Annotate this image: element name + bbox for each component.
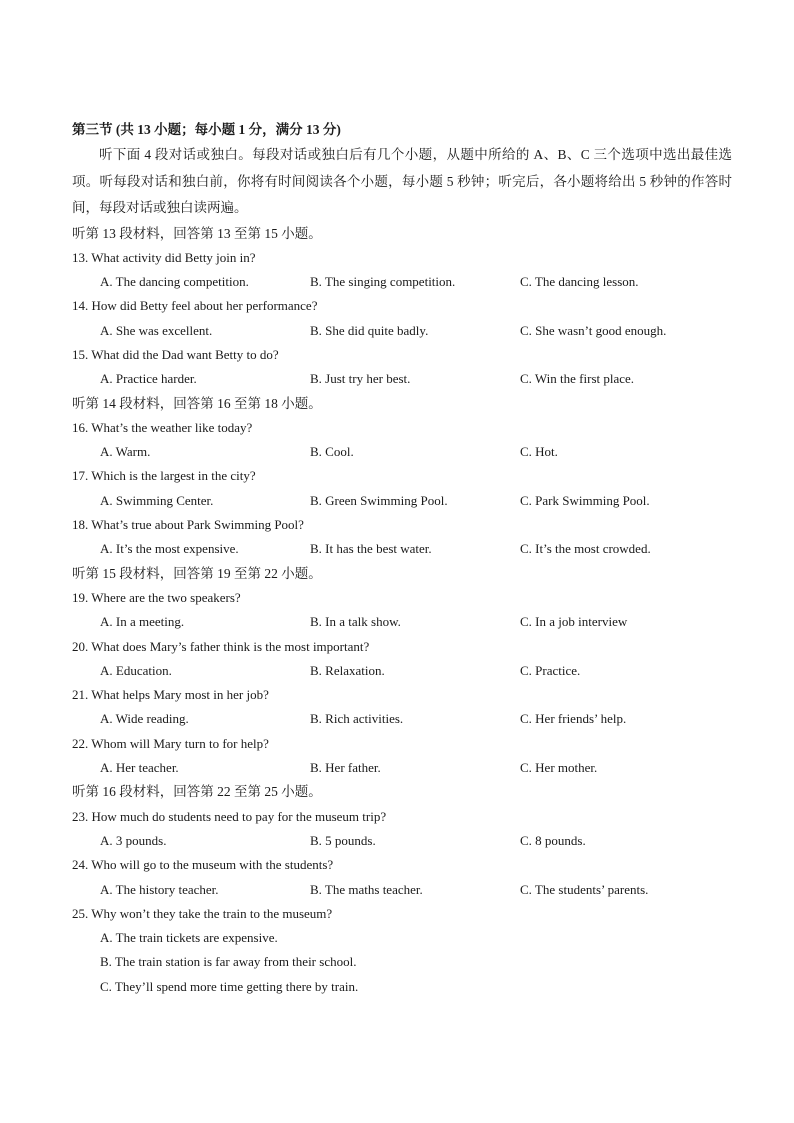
option-b[interactable]: B. Cool. bbox=[310, 444, 354, 460]
option-b[interactable]: B. 5 pounds. bbox=[310, 832, 376, 848]
question-options bbox=[72, 367, 732, 391]
question-stem: 19. Where are the two speakers? bbox=[72, 589, 241, 605]
option-b[interactable]: B. Green Swimming Pool. bbox=[310, 492, 448, 508]
section-title: 第三节 (共 13 小题；每小题 1 分，满分 13 分) bbox=[72, 122, 341, 137]
question-options bbox=[72, 878, 732, 902]
question-options bbox=[72, 707, 732, 731]
option-b[interactable]: B. It has the best water. bbox=[310, 541, 432, 557]
option-c[interactable]: C. They’ll spend more time getting there by train. bbox=[100, 978, 359, 994]
option-c[interactable]: C. She wasn’t good enough. bbox=[520, 322, 667, 338]
material-heading: 听第 14 段材料，回答第 16 至第 18 小题。 bbox=[72, 395, 322, 411]
option-a[interactable]: A. Warm. bbox=[100, 444, 151, 460]
option-b[interactable]: B. The singing competition. bbox=[310, 274, 456, 290]
material-heading: 听第 16 段材料，回答第 22 至第 25 小题。 bbox=[72, 784, 322, 800]
question-stem: 22. Whom will Mary turn to for help? bbox=[72, 735, 269, 751]
question-stem: 13. What activity did Betty join in? bbox=[72, 249, 256, 265]
question-stem: 16. What’s the weather like today? bbox=[72, 419, 253, 435]
question-stem: 25. Why won’t they take the train to the museum? bbox=[72, 905, 333, 921]
material-heading: 听第 15 段材料，回答第 19 至第 22 小题。 bbox=[72, 565, 322, 581]
option-c[interactable]: C. Park Swimming Pool. bbox=[520, 492, 650, 508]
option-a[interactable]: A. In a meeting. bbox=[100, 614, 185, 630]
option-c[interactable]: C. Hot. bbox=[520, 444, 558, 460]
question-options bbox=[72, 756, 732, 780]
question-options bbox=[72, 319, 732, 343]
question-options bbox=[72, 659, 732, 683]
option-b[interactable]: B. The train station is far away from their school. bbox=[100, 954, 357, 970]
option-c[interactable]: C. 8 pounds. bbox=[520, 832, 586, 848]
option-a[interactable]: A. The train tickets are expensive. bbox=[100, 930, 278, 946]
option-a[interactable]: A. Education. bbox=[100, 662, 172, 678]
question-stem: 20. What does Mary’s father think is the most important? bbox=[72, 638, 370, 654]
option-c[interactable]: C. In a job interview bbox=[520, 614, 628, 630]
option-c[interactable]: C. Her friends’ help. bbox=[520, 711, 627, 727]
option-c[interactable]: C. Win the first place. bbox=[520, 371, 635, 387]
option-c[interactable]: C. The dancing lesson. bbox=[520, 274, 639, 290]
question-stem: 15. What did the Dad want Betty to do? bbox=[72, 346, 279, 362]
option-b[interactable]: B. In a talk show. bbox=[310, 614, 401, 630]
option-c[interactable]: C. Her mother. bbox=[520, 760, 598, 776]
question-options bbox=[72, 537, 732, 561]
option-a[interactable]: A. The history teacher. bbox=[100, 881, 219, 897]
question-stem: 21. What helps Mary most in her job? bbox=[72, 687, 269, 703]
question-stem: 24. Who will go to the museum with the students? bbox=[72, 857, 334, 873]
option-a[interactable]: A. Her teacher. bbox=[100, 760, 179, 776]
option-a[interactable]: A. The dancing competition. bbox=[100, 274, 249, 290]
question-options bbox=[72, 440, 732, 464]
option-c[interactable]: C. Practice. bbox=[520, 662, 581, 678]
material-heading: 听第 13 段材料，回答第 13 至第 15 小题。 bbox=[72, 225, 322, 241]
option-b[interactable]: B. Relaxation. bbox=[310, 662, 385, 678]
section-instructions: 听下面 4 段对话或独白。每段对话或独白后有几个小题，从题中所给的 A、B、C 三个选项中选出最佳选项。听每段对话和独白前，你将有时间阅读各个小题，每小题 5 秒钟；听完后，各小题将给出 5 秒钟的作答时间，每段对话或独白读两遍。 bbox=[72, 147, 732, 215]
question-stem: 18. What’s true about Park Swimming Pool? bbox=[72, 517, 304, 533]
option-a[interactable]: A. 3 pounds. bbox=[100, 832, 167, 848]
option-a[interactable]: A. Wide reading. bbox=[100, 711, 189, 727]
question-options bbox=[72, 610, 732, 634]
question-options bbox=[72, 489, 732, 513]
option-a[interactable]: A. It’s the most expensive. bbox=[100, 541, 239, 557]
option-b[interactable]: B. Her father. bbox=[310, 760, 381, 776]
exam-page bbox=[72, 118, 732, 999]
option-c[interactable]: C. It’s the most crowded. bbox=[520, 541, 651, 557]
question-stem: 14. How did Betty feel about her performance? bbox=[72, 298, 318, 314]
option-c[interactable]: C. The students’ parents. bbox=[520, 881, 649, 897]
option-b[interactable]: B. Rich activities. bbox=[310, 711, 404, 727]
question-stem: 23. How much do students need to pay for the museum trip? bbox=[72, 808, 387, 824]
question-stem: 17. Which is the largest in the city? bbox=[72, 468, 256, 484]
option-b[interactable]: B. She did quite badly. bbox=[310, 322, 429, 338]
option-a[interactable]: A. Swimming Center. bbox=[100, 492, 214, 508]
option-b[interactable]: B. The maths teacher. bbox=[310, 881, 423, 897]
question-options bbox=[72, 270, 732, 294]
question-options bbox=[72, 829, 732, 853]
option-a[interactable]: A. Practice harder. bbox=[100, 371, 197, 387]
option-a[interactable]: A. She was excellent. bbox=[100, 322, 213, 338]
option-b[interactable]: B. Just try her best. bbox=[310, 371, 411, 387]
